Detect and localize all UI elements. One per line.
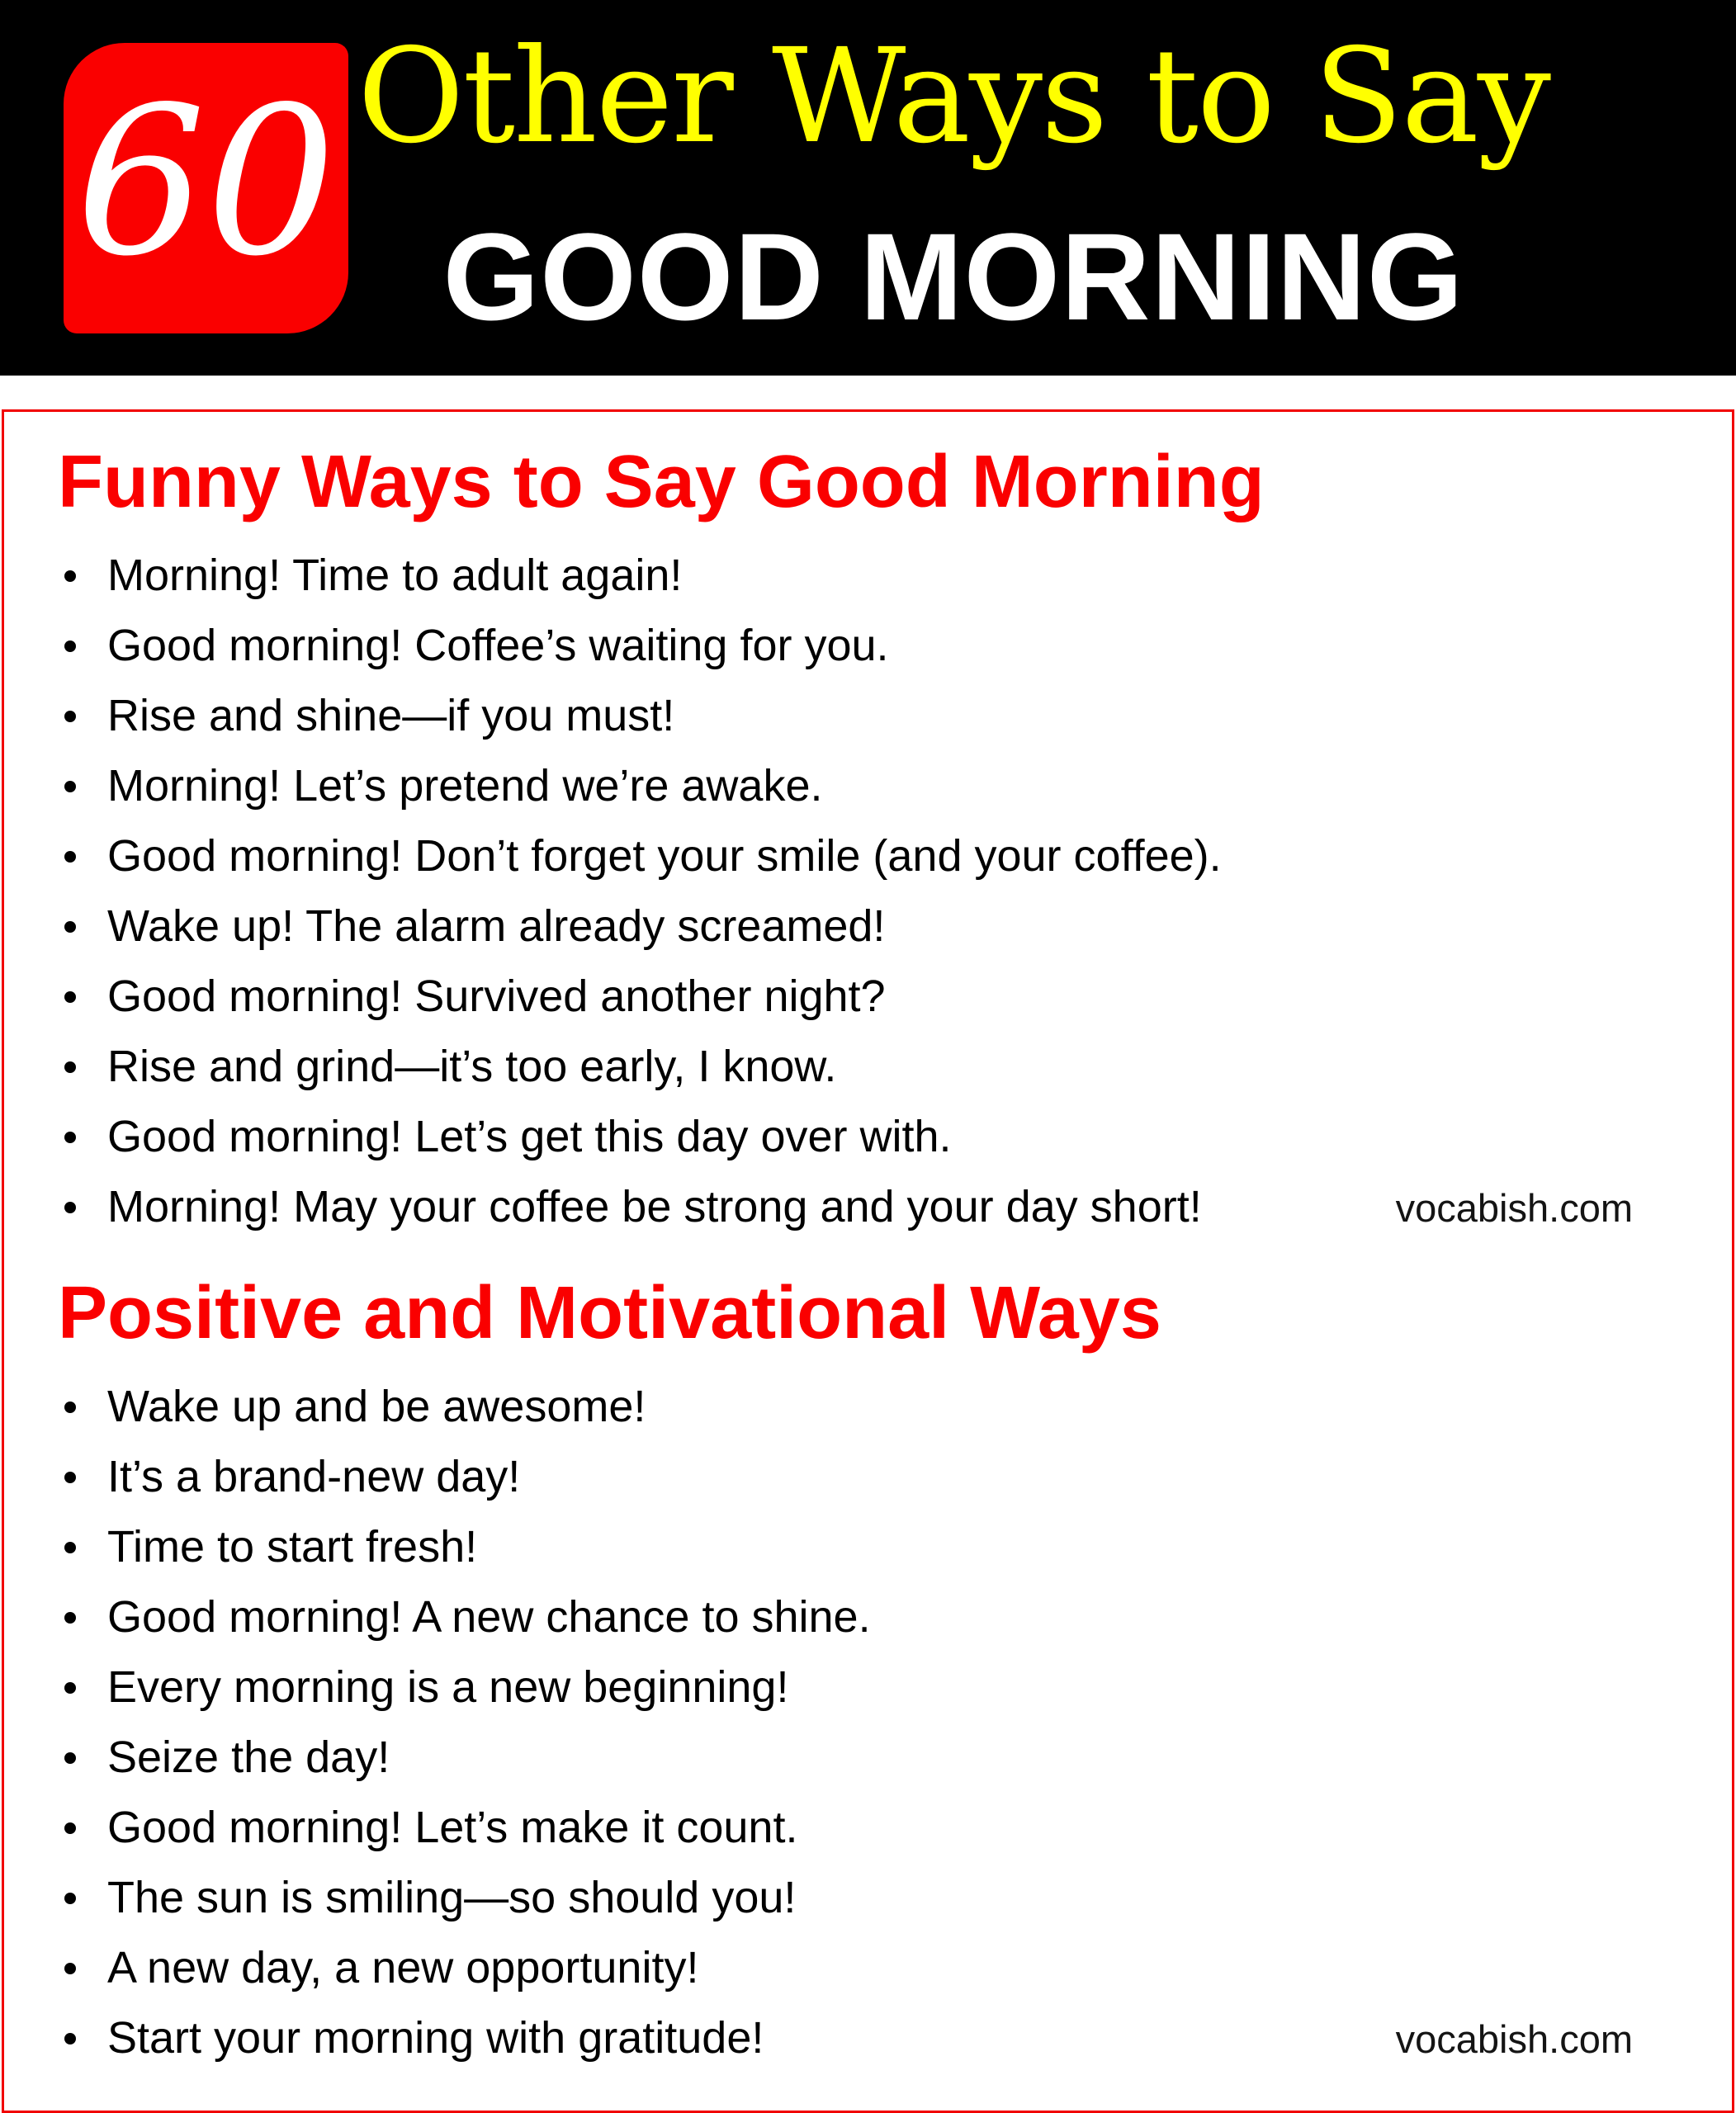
count-badge — [64, 43, 348, 333]
list-item — [59, 1372, 1732, 1442]
phrase-text: It’s a brand-new day! — [107, 1452, 521, 1501]
phrase-text: Rise and shine—if you must! — [107, 691, 675, 740]
phrase-text: Good morning! A new chance to shine. — [107, 1592, 871, 1642]
list-item — [59, 1652, 1732, 1723]
phrase-text: Time to start fresh! — [107, 1522, 478, 1572]
phrase-text: Morning! May your coffee be strong and your day short! — [107, 1182, 1202, 1231]
list-item — [59, 751, 1732, 821]
phrase-text: Morning! Let’s pretend we’re awake. — [107, 761, 823, 811]
list-item — [59, 1723, 1732, 1793]
section-funny — [4, 441, 1732, 1243]
list-item — [59, 1793, 1732, 1863]
list-item — [59, 1512, 1732, 1582]
phrase-text: Good morning! Let’s get this day over with. — [107, 1112, 952, 1161]
header-titles — [348, 0, 1559, 376]
phrase-text: Every morning is a new beginning! — [107, 1662, 789, 1712]
phrase-text: A new day, a new opportunity! — [107, 1943, 699, 1992]
section-positive — [4, 1272, 1732, 2074]
phrase-list-positive — [59, 1372, 1732, 2074]
list-item — [59, 1933, 1732, 2003]
list-item — [59, 1863, 1732, 1933]
list-item — [59, 611, 1732, 681]
content-card — [2, 409, 1734, 2113]
phrase-text: Rise and grind—it’s too early, I know. — [107, 1042, 837, 1091]
list-item — [59, 891, 1732, 962]
list-item — [59, 1582, 1732, 1652]
header-banner — [0, 0, 1736, 376]
list-item — [59, 1442, 1732, 1512]
list-item — [59, 1172, 1732, 1243]
phrase-text: Wake up and be awesome! — [107, 1382, 646, 1431]
list-item — [59, 2003, 1732, 2074]
section-heading-positive: Positive and Motivational Ways — [58, 1272, 1161, 1354]
phrase-text: Good morning! Survived another night? — [107, 971, 886, 1021]
site-watermark: vocabish.com — [1395, 2017, 1633, 2061]
phrase-list-funny — [59, 541, 1732, 1243]
phrase-text: Good morning! Coffee’s waiting for you. — [107, 621, 889, 670]
phrase-text: Morning! Time to adult again! — [107, 551, 683, 600]
list-item — [59, 821, 1732, 891]
list-item — [59, 1102, 1732, 1172]
title-line-1: Other Ways to Say — [357, 21, 1549, 173]
phrase-text: Good morning! Let’s make it count. — [107, 1803, 798, 1852]
list-item — [59, 1032, 1732, 1102]
phrase-text: Seize the day! — [107, 1732, 390, 1782]
list-item — [59, 681, 1732, 751]
list-item — [59, 541, 1732, 611]
phrase-text: The sun is smiling—so should you! — [107, 1873, 797, 1922]
section-heading-funny: Funny Ways to Say Good Morning — [58, 441, 1265, 523]
phrase-text: Wake up! The alarm already screamed! — [107, 901, 886, 951]
phrase-text: Start your morning with gratitude! — [107, 2013, 764, 2063]
phrase-text: Good morning! Don’t forget your smile (and your coffee). — [107, 831, 1222, 881]
site-watermark: vocabish.com — [1395, 1186, 1633, 1230]
list-item — [59, 962, 1732, 1032]
title-line-2: GOOD MORNING — [442, 207, 1464, 346]
badge-number: 60 — [75, 64, 337, 301]
